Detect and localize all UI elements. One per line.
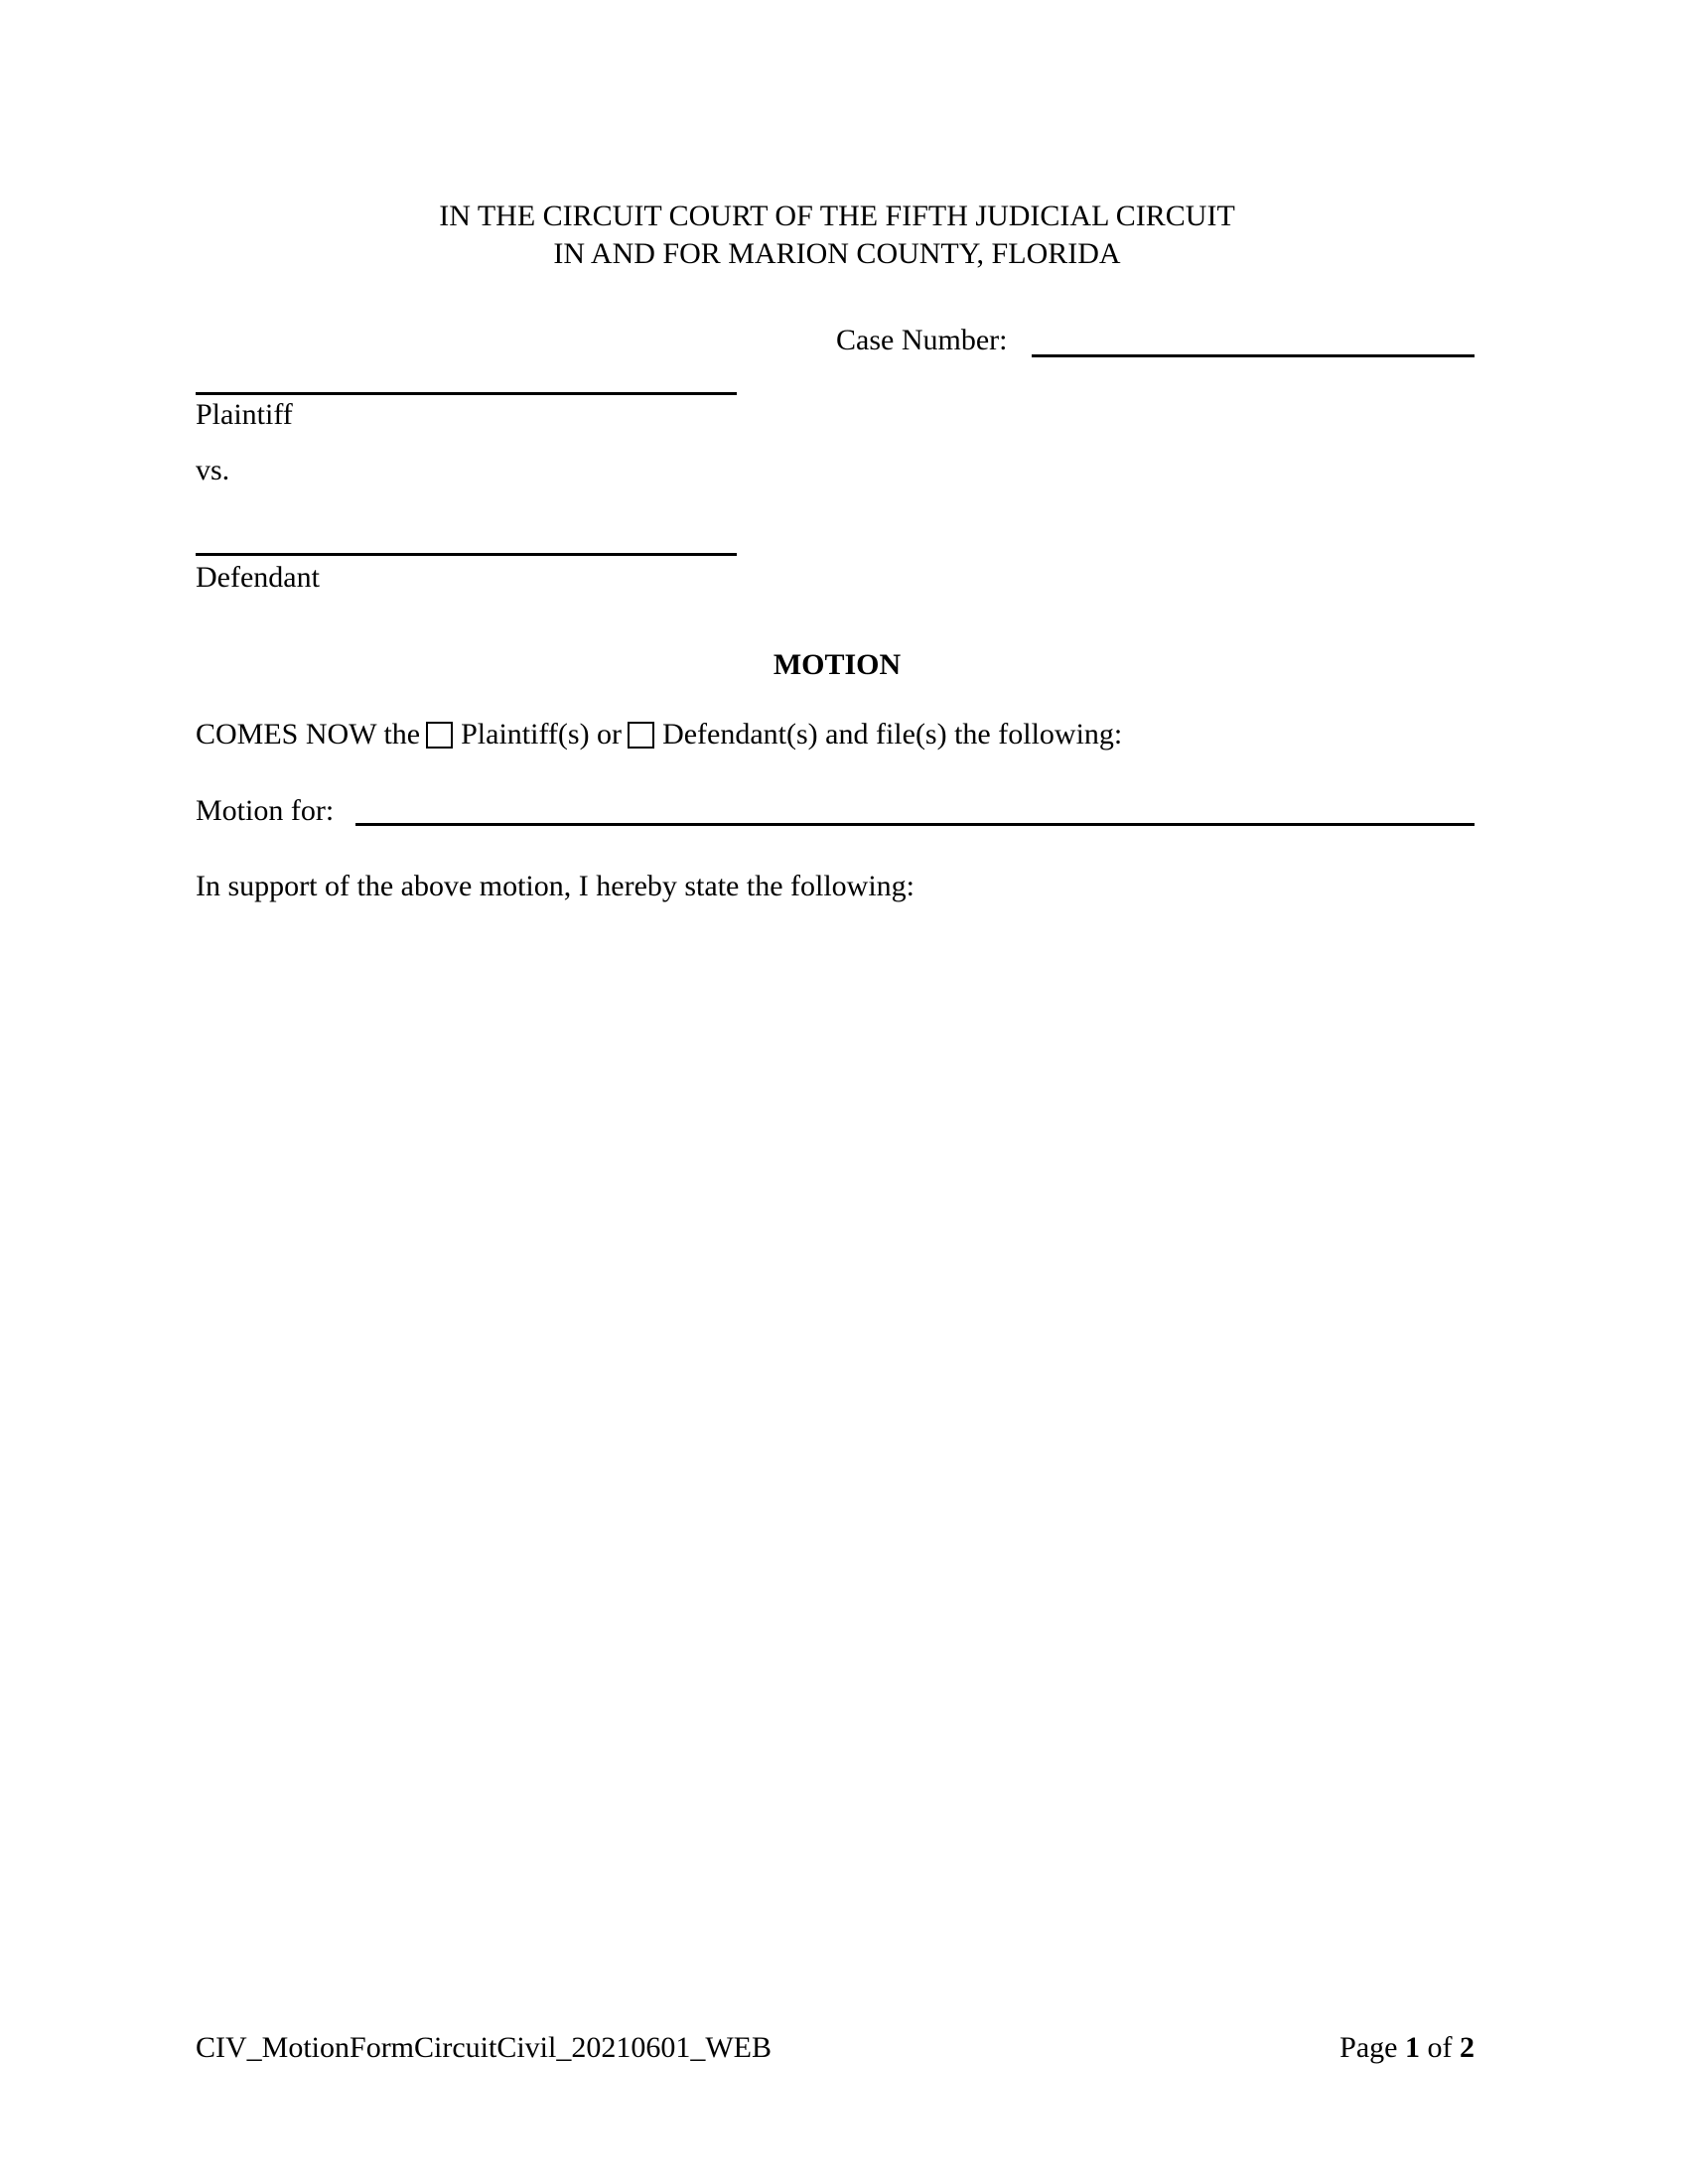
- vs-label: vs.: [196, 454, 230, 486]
- defendant-name-field[interactable]: [196, 553, 737, 556]
- motion-title: MOTION: [773, 648, 902, 681]
- page-number: [1339, 2030, 1475, 2066]
- motion-for-label: Motion for:: [196, 794, 335, 827]
- defendant-option-label: Defendant(s) and file(s) the following:: [662, 718, 1123, 751]
- motion-for-field[interactable]: [355, 823, 1475, 826]
- plaintiff-option-label: Plaintiff(s) or: [461, 718, 623, 751]
- support-statement: In support of the above motion, I hereby state the following:: [196, 870, 914, 902]
- case-number-label: Case Number:: [836, 324, 1008, 356]
- court-header-line2: IN AND FOR MARION COUNTY, FLORIDA: [553, 237, 1121, 270]
- comes-now-line: [196, 717, 1122, 752]
- comes-now-prefix: COMES NOW the: [196, 718, 421, 751]
- plaintiff-name-field[interactable]: [196, 392, 737, 395]
- court-header-line1: IN THE CIRCUIT COURT OF THE FIFTH JUDICIAL CIRCUIT: [439, 200, 1235, 232]
- defendant-checkbox[interactable]: [628, 722, 654, 749]
- defendant-label: Defendant: [196, 561, 320, 594]
- case-number-field[interactable]: [1032, 354, 1475, 357]
- page-prefix: Page: [1339, 2031, 1398, 2064]
- page-of: of: [1427, 2031, 1453, 2064]
- plaintiff-checkbox[interactable]: [426, 722, 453, 749]
- page-total: 2: [1460, 2031, 1475, 2064]
- plaintiff-label: Plaintiff: [196, 398, 293, 431]
- footer-form-id: CIV_MotionFormCircuitCivil_20210601_WEB: [196, 2031, 773, 2064]
- page-current: 1: [1405, 2031, 1420, 2064]
